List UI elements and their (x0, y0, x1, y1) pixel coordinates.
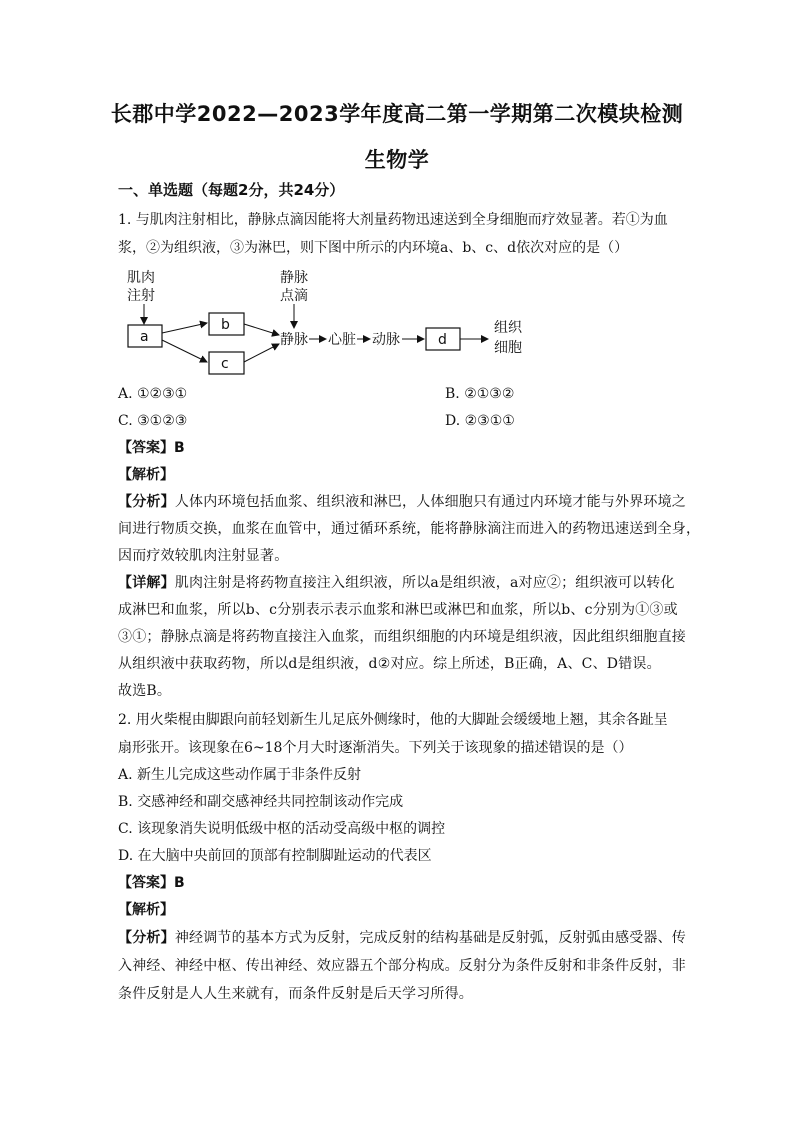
label-jingmai-dd-1: 静脉 (280, 270, 308, 286)
label-jingmai: 静脉 (280, 332, 308, 348)
page-subtitle: 生物学 (364, 148, 430, 172)
q1-xiangjie-line4: 从组织液中获取药物，所以d是组织液，d②对应。综上所述，B正确，A、C、D错误。 (118, 656, 661, 672)
q1-option-b: B. ②①③② (445, 386, 515, 402)
q1-xiangjie-tag: 【详解】 (118, 575, 175, 591)
q2-answer: 【答案】B (118, 875, 185, 891)
q1-xiangjie-text1: 肌肉注射是将药物直接注入组织液，所以a是组织液，a对应②；组织液可以转化 (174, 575, 675, 591)
q2-fenxi-line2: 入神经、神经中枢、传出神经、效应器五个部分构成。反射分为条件反射和非条件反射，非 (118, 958, 686, 974)
q2-fenxi-line3: 条件反射是人人生来就有，而条件反射是后天学习所得。 (118, 986, 473, 1002)
q1-fenxi-tag: 【分析】 (118, 494, 175, 510)
q1-option-d: D. ②③①① (445, 413, 515, 429)
q1-xiangjie-line1 (118, 573, 675, 593)
q1-fenxi-line1 (118, 492, 686, 512)
label-xinzang: 心脏 (328, 332, 356, 348)
page-title: 长郡中学2022—2023学年度高二第一学期第二次模块检测 (110, 102, 684, 126)
label-jingmai-dd-2: 点滴 (280, 288, 308, 304)
q2-fenxi-line1 (118, 928, 686, 948)
q1-stem-line2: 浆，②为组织液，③为淋巴，则下图中所示的内环境a、b、c、d依次对应的是（） (118, 240, 629, 256)
q2-fenxi-tag: 【分析】 (118, 930, 175, 946)
arrow-b-jingmai (244, 324, 279, 335)
box-d-label: d (438, 332, 447, 348)
q1-xiangjie-line5: 故选B。 (118, 683, 172, 699)
q2-option-b: B. 交感神经和副交感神经共同控制该动作完成 (118, 794, 404, 810)
label-dongmai: 动脉 (372, 332, 400, 348)
q2-option-c: C. 该现象消失说明低级中枢的活动受高级中枢的调控 (118, 821, 446, 837)
q2-stem-line1: 2. 用火柴棍由脚跟向前轻划新生儿足底外侧缘时，他的大脚趾会缓缓地上翘，其余各趾呈 (118, 712, 668, 728)
q1-diagram (0, 268, 794, 378)
label-zuzhi-1: 组织 (494, 320, 522, 336)
q1-stem-line1: 1. 与肌肉注射相比，静脉点滴因能将大剂量药物迅速送到全身细胞而疗效显著。若①为血 (118, 212, 668, 228)
q1-fenxi-text1: 人体内环境包括血浆、组织液和淋巴，人体细胞只有通过内环境才能与外界环境之 (174, 494, 687, 510)
q1-xiangjie-line2: 成淋巴和血浆，所以b、c分别表示表示血浆和淋巴或淋巴和血浆，所以b、c分别为①③或 (118, 602, 678, 618)
q2-option-a: A. 新生儿完成这些动作属于非条件反射 (118, 767, 362, 783)
q2-fenxi-text1: 神经调节的基本方式为反射，完成反射的结构基础是反射弧，反射弧由感受器、传 (174, 930, 687, 946)
q1-option-a: A. ①②③① (118, 386, 188, 402)
section-heading: 一、单选题（每题2分，共24分） (118, 181, 345, 199)
q2-option-d: D. 在大脑中央前回的顶部有控制脚趾运动的代表区 (118, 848, 432, 864)
q1-analysis-tag: 【解析】 (118, 467, 174, 483)
q1-option-c: C. ③①②③ (118, 413, 188, 429)
label-jirou-1: 肌肉 (127, 270, 155, 286)
arrow-a-c (162, 340, 207, 362)
q2-stem-line2: 扇形张开。该现象在6~18个月大时逐渐消失。下列关于该现象的描述错误的是（） (118, 740, 633, 756)
box-a-label: a (140, 329, 149, 345)
arrow-c-jingmai (244, 344, 279, 362)
q1-fenxi-line2: 间进行物质交换，血浆在血管中，通过循环系统，能将静脉滴注而进入的药物迅速送到全身， (118, 521, 701, 537)
box-b-label: b (221, 317, 230, 333)
q1-fenxi-line3: 因而疗效较肌肉注射显著。 (118, 548, 289, 564)
arrow-a-b (162, 323, 207, 333)
q2-analysis-tag: 【解析】 (118, 902, 174, 918)
box-c-label: c (221, 356, 229, 372)
q1-answer: 【答案】B (118, 440, 185, 456)
label-jirou-2: 注射 (127, 288, 155, 304)
q1-xiangjie-line3: ③①；静脉点滴是将药物直接注入血浆，而组织细胞的内环境是组织液，因此组织细胞直接 (118, 629, 686, 645)
label-zuzhi-2: 细胞 (494, 340, 522, 356)
